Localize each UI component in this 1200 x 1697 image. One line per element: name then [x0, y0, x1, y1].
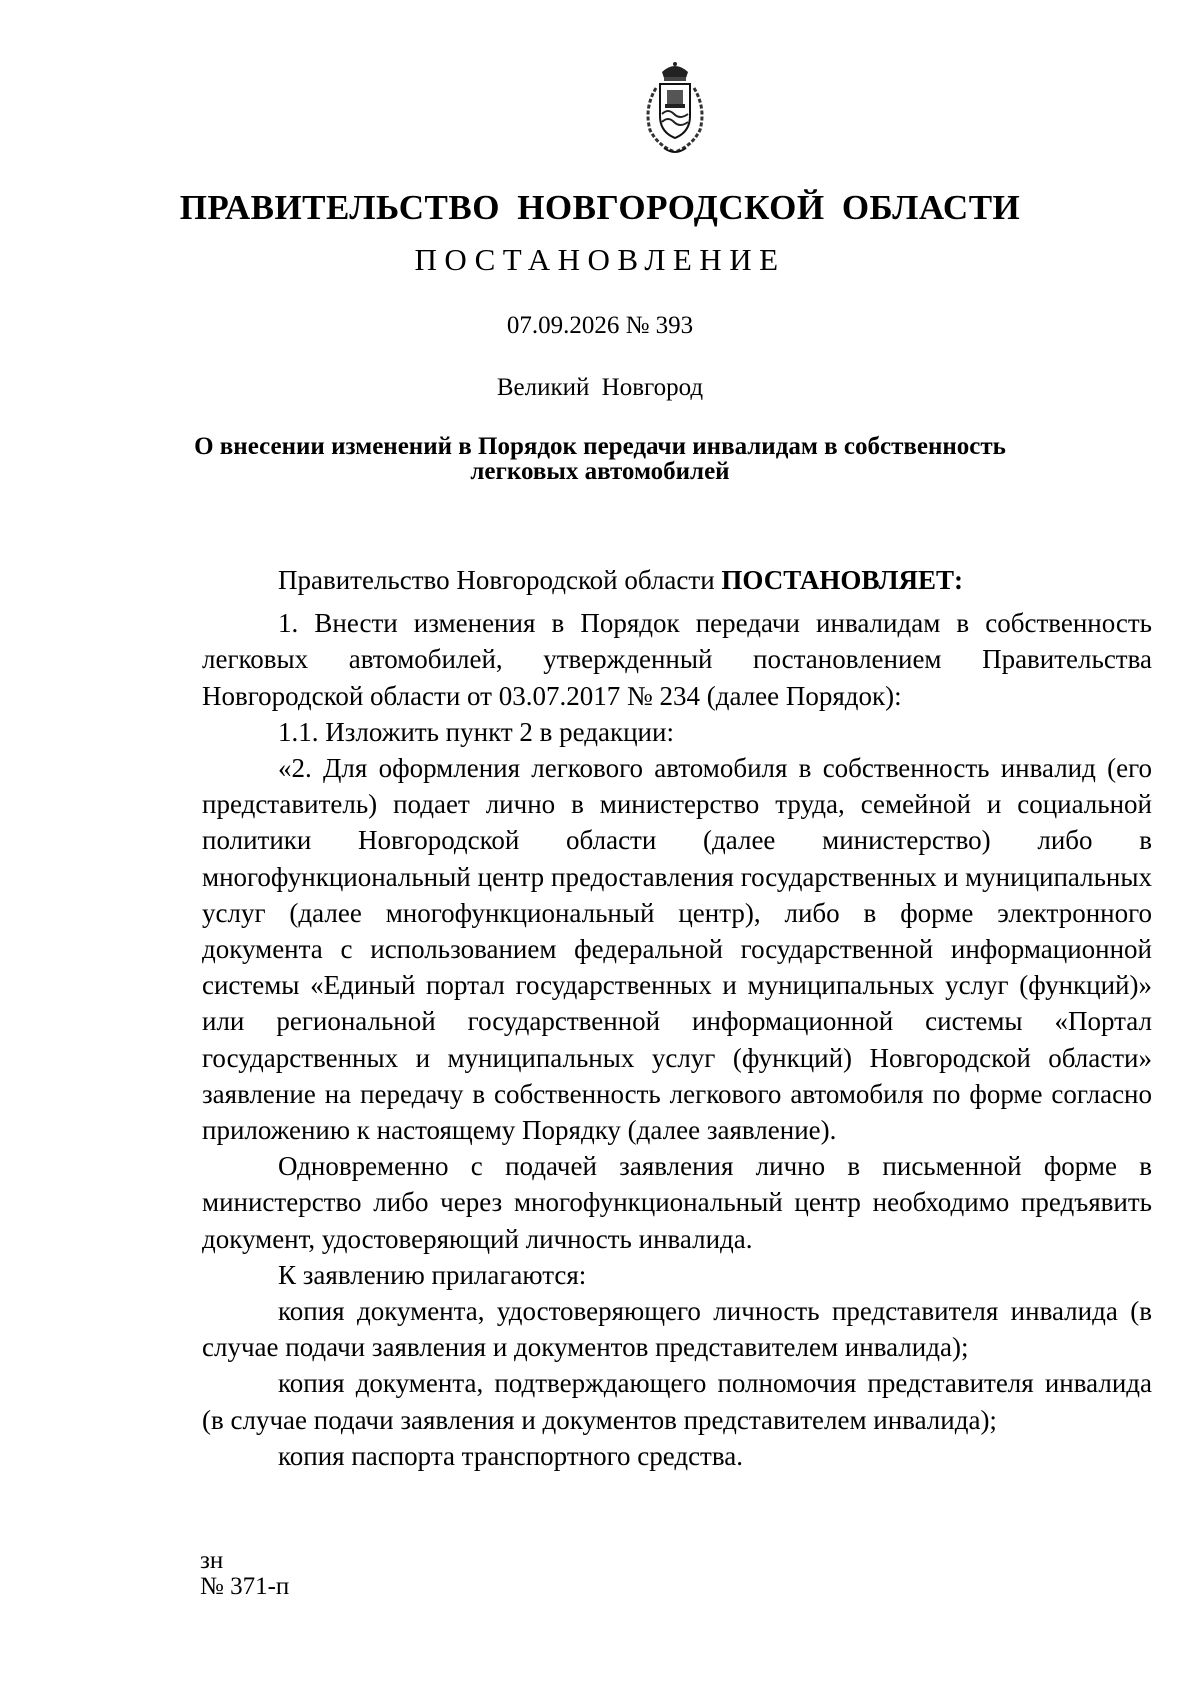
paragraph-4: Одновременно с подачей заявления лично в письменной форме в министерство либо через многофункциональный центр необходимо предъявить документ, удостоверяющий личность инвалида. — [202, 1151, 1152, 1254]
subject-line-2: легковых автомобилей — [470, 458, 730, 485]
coat-of-arms-icon — [638, 58, 712, 158]
paragraph-5: К заявлению прилагаются: — [278, 1259, 587, 1290]
subject-line-1: О внесении изменений в Порядок передачи инвалидам в собственность — [194, 433, 1006, 460]
date-number: 07.09.2026 № 393 — [506, 312, 694, 339]
paragraph-7: копия документа, подтверждающего полномочия представителя инвалида (в случае подачи заявления и документов представителем инвалида); — [202, 1368, 1152, 1435]
footer-note — [200, 1548, 289, 1600]
organization-title: ПРАВИТЕЛЬСТВО НОВГОРОДСКОЙ ОБЛАСТИ — [179, 188, 1021, 227]
paragraph-1: 1. Внести изменения в Порядок передачи инвалидам в собственность легковых автомобилей, утвержденный постановлением Правительства Новгородской области от 03.07.2017 № 234 (далее Порядок): — [202, 608, 1152, 711]
document-type: ПОСТАНОВЛЕНИЕ — [414, 242, 786, 277]
paragraph-8: копия паспорта транспортного средства. — [278, 1440, 743, 1471]
paragraph-6: копия документа, удостоверяющего личность представителя инвалида (в случае подачи заявления и документов представителем инвалида); — [202, 1296, 1152, 1363]
lead-text: Правительство Новгородской области — [278, 565, 722, 595]
paragraph-2: 1.1. Изложить пункт 2 в редакции: — [278, 716, 674, 747]
footer-initials: зн — [200, 1547, 224, 1574]
document-body — [202, 562, 1152, 1474]
resolution-lead — [202, 562, 1152, 598]
city: Великий Новгород — [496, 374, 704, 401]
paragraph-3: «2. Для оформления легкового автомобиля в собственность инвалид (его представитель) подает лично в министерство труда, семейной и социальной политики Новгородской области (далее министерство) либо в многофункциональный центр предоставления государственных и муниципальных услуг (далее многофункциональный центр), либо в форме электронного документа с использованием федеральной государственной информационной системы «Единый портал государственных и муниципальных услуг (функций)» или региональной государственной информационной системы «Портал государственных и муниципальных услуг (функций) Новгородской области» заявление на передачу в собственность легкового автомобиля по форме согласно приложению к настоящему Порядку (далее заявление). — [202, 753, 1152, 1146]
document-subject — [170, 434, 1030, 484]
footer-number: № 371-п — [200, 1573, 290, 1600]
lead-bold: ПОСТАНОВЛЯЕТ: — [721, 565, 963, 595]
